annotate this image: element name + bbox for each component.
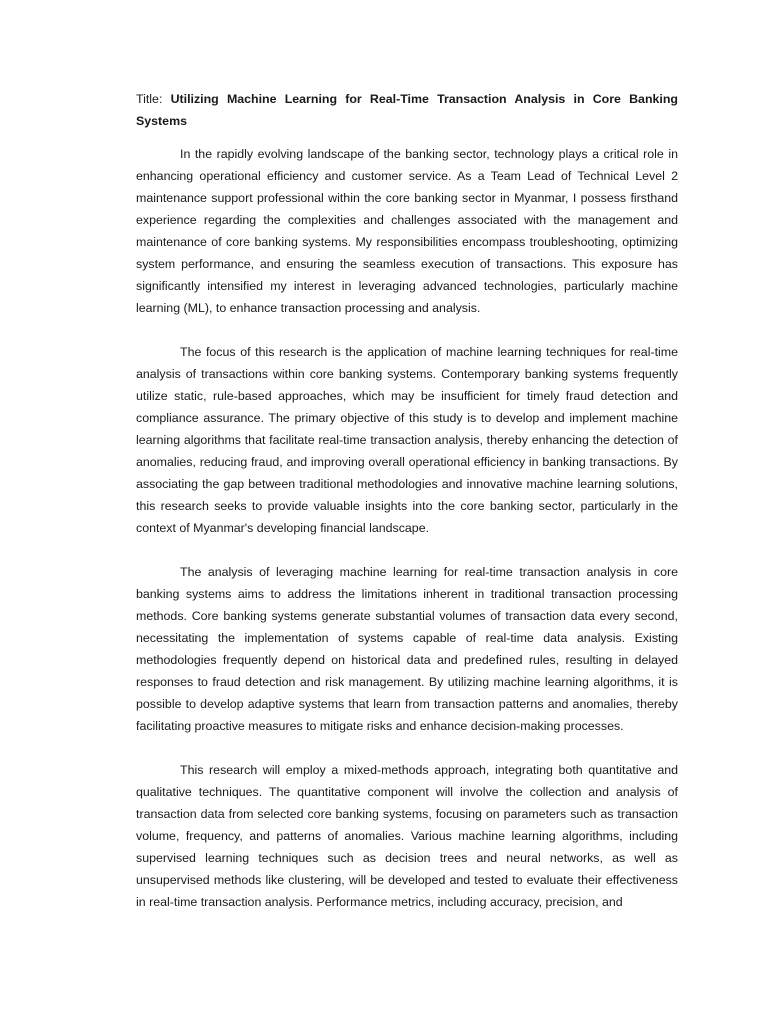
paragraph-2: The focus of this research is the application of machine learning techniques for real-time analysis of transactions within core banking systems. Contemporary banking systems frequently utilize static, rule-based approaches, which may be insufficient for timely fraud detection and compliance assurance. The primary objective of this study is to develop and implement machine learning algorithms that facilitate real-time transaction analysis, thereby enhancing the detection of anomalies, reducing fraud, and improving overall operational efficiency in banking transactions. By associating the gap between traditional methodologies and innovative machine learning solutions, this research seeks to provide valuable insights into the core banking sector, particularly in the context of Myanmar's developing financial landscape.: [136, 345, 678, 535]
document-title: [136, 88, 678, 132]
document-page: [136, 88, 678, 913]
paragraph-3: The analysis of leveraging machine learning for real-time transaction analysis in core banking systems aims to address the limitations inherent in traditional transaction processing methods. Core banking systems generate substantial volumes of transaction data every second, necessitating the implementation of systems capable of real-time data analysis. Existing methodologies frequently depend on historical data and predefined rules, resulting in delayed responses to fraud detection and risk management. By utilizing machine learning algorithms, it is possible to develop adaptive systems that learn from transaction patterns and anomalies, thereby facilitating proactive measures to mitigate risks and enhance decision-making processes.: [136, 565, 678, 733]
title-prefix: Title:: [136, 92, 171, 106]
title-text: Utilizing Machine Learning for Real-Time Transaction Analysis in Core Banking Systems: [136, 92, 678, 128]
paragraph-1: In the rapidly evolving landscape of the banking sector, technology plays a critical role in enhancing operational efficiency and customer service. As a Team Lead of Technical Level 2 maintenance support professional within the core banking sector in Myanmar, I possess firsthand experience regarding the complexities and challenges associated with the management and maintenance of core banking systems. My responsibilities encompass troubleshooting, optimizing system performance, and ensuring the seamless execution of transactions. This exposure has significantly intensified my interest in leveraging advanced technologies, particularly machine learning (ML), to enhance transaction processing and analysis.: [136, 147, 678, 315]
paragraph-4: This research will employ a mixed-methods approach, integrating both quantitative and qualitative techniques. The quantitative component will involve the collection and analysis of transaction data from selected core banking systems, focusing on parameters such as transaction volume, frequency, and patterns of anomalies. Various machine learning algorithms, including supervised learning techniques such as decision trees and neural networks, as well as unsupervised methods like clustering, will be developed and tested to evaluate their effectiveness in real-time transaction analysis. Performance metrics, including accuracy, precision, and: [136, 763, 678, 909]
